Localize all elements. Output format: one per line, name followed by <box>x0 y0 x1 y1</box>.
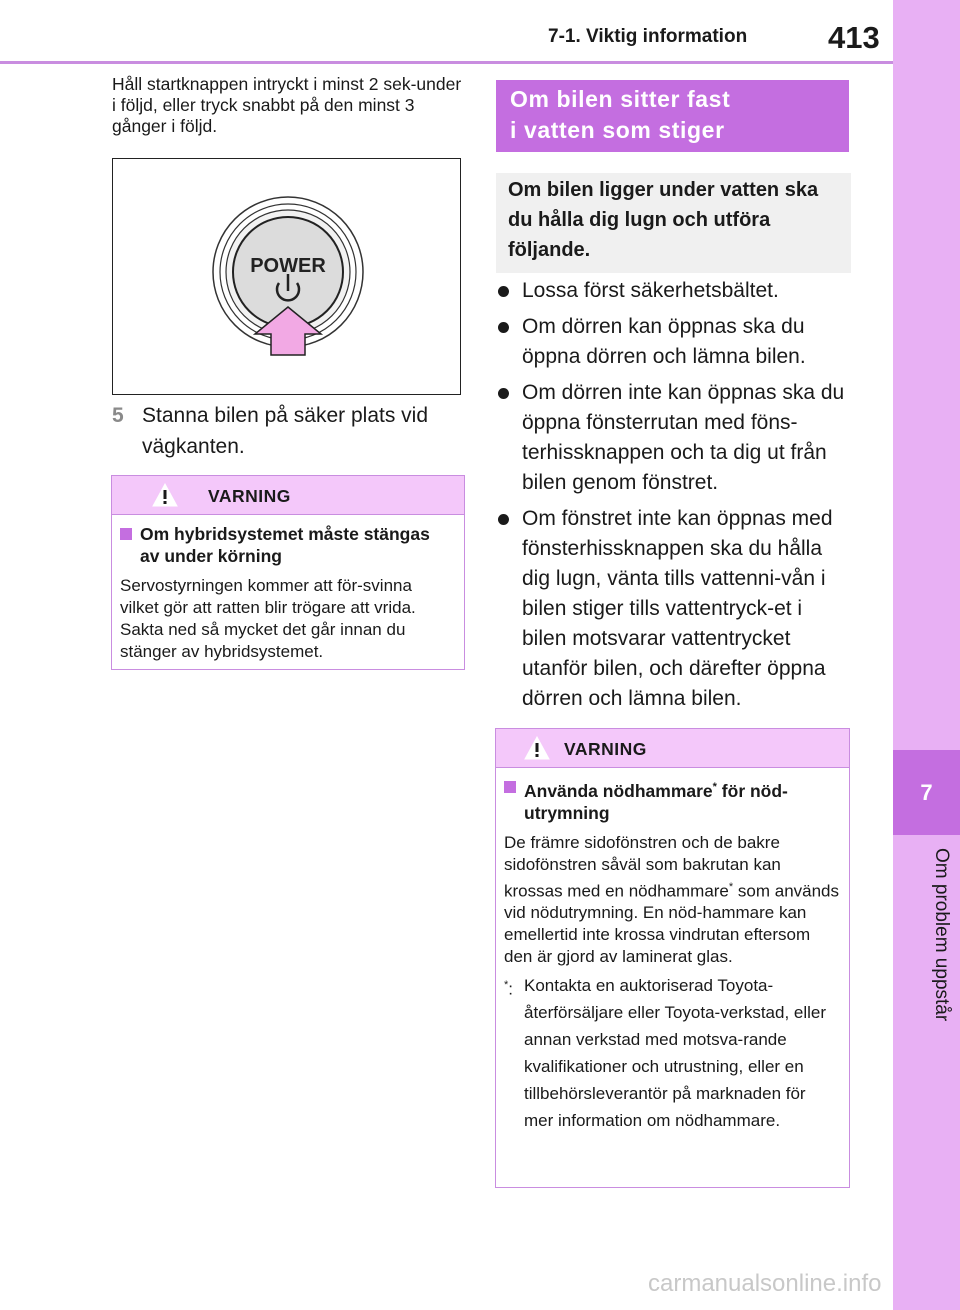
intro-paragraph: Håll startknappen intryckt i minst 2 sek-under i följd, eller tryck snabbt på den minst 3 gånger i följd. <box>112 74 462 136</box>
warning-subheading <box>504 776 839 824</box>
asterisk-mark: * <box>728 880 734 893</box>
chapter-title: Om problem uppstår <box>931 848 952 1022</box>
section-heading-line-1: Om bilen sitter fast <box>510 86 731 112</box>
bullet-dot-icon <box>498 388 509 399</box>
list-item-text: Om dörren inte kan öppnas ska du öppna fönsterrutan med föns-terhissknappen och ta dig ut från bilen genom fönstret. <box>522 381 845 494</box>
page-number: 413 <box>828 20 880 55</box>
power-label: POWER <box>250 255 326 277</box>
list-item <box>496 276 851 306</box>
chapter-side-tab <box>893 0 960 1310</box>
step-text: Stanna bilen på säker plats vid vägkanten. <box>142 404 429 458</box>
warning-text-part-1: De främre sidofönstren och de bakre sidofönstren såväl som bakrutan kan krossas med en nödhammare <box>504 832 781 901</box>
footnote-mark <box>504 972 513 1003</box>
step-5 <box>112 400 462 462</box>
footnote-asterisk: * <box>504 979 509 992</box>
footnote-colon: : <box>508 980 514 1000</box>
asterisk-mark: * <box>712 781 717 793</box>
warning-text-part-2: som används vid nödutrymning. En nöd-hammare kan emellertid inte krossa vindrutan eftersom den är gjord av laminerat glas. <box>504 881 840 967</box>
list-item <box>496 378 851 498</box>
section-title: 7-1. Viktig information <box>548 26 748 47</box>
warning-text: Servostyrningen kommer att för-svinna vilket gör att ratten blir trögare att vrida. Sakta ned så mycket det går innan du stänger av hybridsystemet. <box>120 576 416 661</box>
step-number: 5 <box>112 404 124 427</box>
watermark: carmanualsonline.info <box>648 1270 882 1297</box>
square-bullet-icon <box>504 781 516 793</box>
section-heading-line-2: i vatten som stiger <box>510 117 725 143</box>
power-button-illustration <box>113 159 459 393</box>
warning-box-hybrid <box>111 475 465 670</box>
header-divider <box>0 61 893 64</box>
chapter-number-badge: 7 <box>893 750 960 835</box>
warning-subheading-text: Om hybridsystemet måste stängas av under körning <box>140 524 430 566</box>
warning-subheading <box>120 523 454 567</box>
list-item-text: Om fönstret inte kan öppnas med fönsterhissknappen ska du hålla dig lugn, vänta tills vattenni-vån i bilen stiger tills vattentryck-et i bilen motsvarar vattentrycket utanför bilen, och därefter öppna dörren och lämna bilen. <box>522 507 833 710</box>
square-bullet-icon <box>120 528 132 540</box>
warning-triangle-icon <box>524 736 550 760</box>
warning-text <box>504 832 839 969</box>
bullet-list <box>496 276 851 720</box>
list-item <box>496 504 851 714</box>
footnote <box>504 972 839 1134</box>
list-item <box>496 312 851 372</box>
warning-subheading-text-end: för nöd-utrymning <box>524 780 788 823</box>
bullet-dot-icon <box>498 286 509 297</box>
warning-label: VARNING <box>208 486 291 506</box>
warning-box-hammer <box>495 728 850 1188</box>
warning-header <box>112 476 464 515</box>
bullet-dot-icon <box>498 322 509 333</box>
footnote-text: Kontakta en auktoriserad Toyota-återförsäljare eller Toyota-verkstad, eller annan verkstad med motsva-rande kvalifikationer och utrustning, eller en tillbehörsleverantör på marknaden för mer information om nödhammare. <box>524 976 827 1131</box>
warning-triangle-icon <box>152 483 178 507</box>
intro-box: Om bilen ligger under vatten ska du hålla dig lugn och utföra följande. <box>496 173 851 273</box>
warning-label: VARNING <box>564 739 647 759</box>
warning-subheading-text: Använda nödhammare <box>524 780 713 801</box>
bullet-dot-icon <box>498 514 509 525</box>
list-item-text: Om dörren kan öppnas ska du öppna dörren och lämna bilen. <box>522 315 806 368</box>
section-heading <box>496 80 849 152</box>
list-item-text: Lossa först säkerhetsbältet. <box>522 279 779 302</box>
warning-header <box>496 729 849 768</box>
power-button-figure <box>112 158 461 395</box>
